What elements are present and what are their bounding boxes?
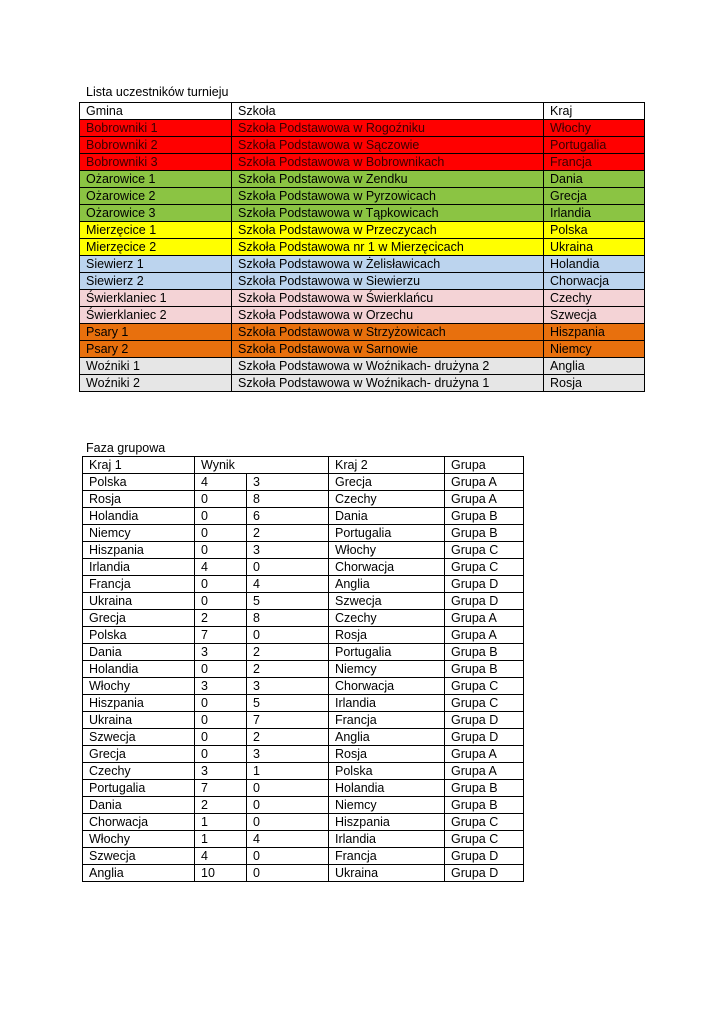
match-score2: 0 — [247, 780, 329, 797]
match-team1: Ukraina — [83, 593, 195, 610]
participant-gmina: Ożarowice 3 — [80, 205, 232, 222]
match-row — [83, 712, 524, 729]
participant-row — [80, 307, 645, 324]
participants-header-row — [80, 103, 645, 120]
match-score2: 2 — [247, 525, 329, 542]
match-row — [83, 814, 524, 831]
participant-row — [80, 324, 645, 341]
match-row — [83, 525, 524, 542]
match-row — [83, 763, 524, 780]
header-wynik: Wynik — [195, 457, 329, 474]
match-row — [83, 695, 524, 712]
match-score2: 3 — [247, 474, 329, 491]
match-score2: 3 — [247, 746, 329, 763]
participant-szkola: Szkoła Podstawowa w Żelisławicach — [232, 256, 544, 273]
participant-kraj: Irlandia — [544, 205, 645, 222]
participant-szkola: Szkoła Podstawowa w Sączowie — [232, 137, 544, 154]
match-team2: Hiszpania — [329, 814, 445, 831]
participant-kraj: Rosja — [544, 375, 645, 392]
match-group: Grupa A — [445, 474, 524, 491]
match-team2: Francja — [329, 712, 445, 729]
match-team1: Rosja — [83, 491, 195, 508]
match-score1: 1 — [195, 831, 247, 848]
header-gmina: Gmina — [80, 103, 232, 120]
match-team1: Anglia — [83, 865, 195, 882]
match-score2: 2 — [247, 661, 329, 678]
match-score2: 0 — [247, 627, 329, 644]
match-row — [83, 797, 524, 814]
match-team2: Czechy — [329, 610, 445, 627]
match-score1: 0 — [195, 576, 247, 593]
match-score2: 2 — [247, 729, 329, 746]
match-group: Grupa B — [445, 644, 524, 661]
match-row — [83, 729, 524, 746]
participant-kraj: Hiszpania — [544, 324, 645, 341]
participant-row — [80, 358, 645, 375]
match-row — [83, 610, 524, 627]
match-team1: Dania — [83, 644, 195, 661]
match-score1: 7 — [195, 780, 247, 797]
match-group: Grupa D — [445, 848, 524, 865]
match-team1: Grecja — [83, 746, 195, 763]
participant-gmina: Mierzęcice 1 — [80, 222, 232, 239]
participant-gmina: Siewierz 2 — [80, 273, 232, 290]
participant-gmina: Psary 2 — [80, 341, 232, 358]
match-team2: Szwecja — [329, 593, 445, 610]
match-group: Grupa D — [445, 865, 524, 882]
match-row — [83, 593, 524, 610]
match-team2: Francja — [329, 848, 445, 865]
match-team2: Grecja — [329, 474, 445, 491]
participant-szkola: Szkoła Podstawowa w Zendku — [232, 171, 544, 188]
match-team2: Rosja — [329, 627, 445, 644]
match-score2: 0 — [247, 814, 329, 831]
header-grupa: Grupa — [445, 457, 524, 474]
participant-row — [80, 290, 645, 307]
participant-kraj: Chorwacja — [544, 273, 645, 290]
match-row — [83, 746, 524, 763]
match-team1: Hiszpania — [83, 695, 195, 712]
match-team1: Hiszpania — [83, 542, 195, 559]
match-team1: Holandia — [83, 508, 195, 525]
participant-gmina: Mierzęcice 2 — [80, 239, 232, 256]
participant-gmina: Świerklaniec 2 — [80, 307, 232, 324]
participant-gmina: Ożarowice 2 — [80, 188, 232, 205]
match-score1: 0 — [195, 729, 247, 746]
participant-row — [80, 120, 645, 137]
match-team2: Niemcy — [329, 797, 445, 814]
match-row — [83, 491, 524, 508]
match-team2: Portugalia — [329, 644, 445, 661]
group-stage-caption: Faza grupowa — [86, 441, 166, 455]
match-score1: 3 — [195, 763, 247, 780]
match-row — [83, 644, 524, 661]
participant-kraj: Szwecja — [544, 307, 645, 324]
match-group: Grupa A — [445, 763, 524, 780]
participant-szkola: Szkoła Podstawowa w Tąpkowicach — [232, 205, 544, 222]
participant-gmina: Ożarowice 1 — [80, 171, 232, 188]
match-score1: 0 — [195, 712, 247, 729]
match-team1: Francja — [83, 576, 195, 593]
match-group: Grupa A — [445, 627, 524, 644]
match-score1: 10 — [195, 865, 247, 882]
match-team1: Niemcy — [83, 525, 195, 542]
match-team2: Dania — [329, 508, 445, 525]
match-score1: 0 — [195, 695, 247, 712]
match-score1: 0 — [195, 508, 247, 525]
match-group: Grupa B — [445, 508, 524, 525]
match-team2: Anglia — [329, 729, 445, 746]
match-row — [83, 780, 524, 797]
participant-szkola: Szkoła Podstawowa w Bobrownikach — [232, 154, 544, 171]
match-score2: 0 — [247, 865, 329, 882]
match-team1: Włochy — [83, 831, 195, 848]
participant-szkola: Szkoła Podstawowa nr 1 w Mierzęcicach — [232, 239, 544, 256]
participant-gmina: Woźniki 1 — [80, 358, 232, 375]
participant-gmina: Siewierz 1 — [80, 256, 232, 273]
participant-kraj: Francja — [544, 154, 645, 171]
participant-kraj: Niemcy — [544, 341, 645, 358]
match-team1: Szwecja — [83, 848, 195, 865]
match-team1: Włochy — [83, 678, 195, 695]
header-szkola: Szkoła — [232, 103, 544, 120]
match-score2: 0 — [247, 559, 329, 576]
match-score1: 2 — [195, 610, 247, 627]
participant-szkola: Szkoła Podstawowa w Siewierzu — [232, 273, 544, 290]
match-score2: 3 — [247, 678, 329, 695]
participant-row — [80, 222, 645, 239]
match-row — [83, 576, 524, 593]
match-score2: 5 — [247, 695, 329, 712]
header-kraj: Kraj — [544, 103, 645, 120]
participant-row — [80, 341, 645, 358]
match-score2: 0 — [247, 797, 329, 814]
header-kraj2: Kraj 2 — [329, 457, 445, 474]
participant-gmina: Bobrowniki 3 — [80, 154, 232, 171]
match-group: Grupa B — [445, 661, 524, 678]
match-score1: 4 — [195, 474, 247, 491]
match-row — [83, 627, 524, 644]
match-score2: 0 — [247, 848, 329, 865]
participant-row — [80, 188, 645, 205]
match-team2: Holandia — [329, 780, 445, 797]
match-team1: Portugalia — [83, 780, 195, 797]
participant-kraj: Czechy — [544, 290, 645, 307]
match-group: Grupa C — [445, 695, 524, 712]
match-score2: 6 — [247, 508, 329, 525]
match-team1: Ukraina — [83, 712, 195, 729]
match-team2: Chorwacja — [329, 559, 445, 576]
match-row — [83, 474, 524, 491]
match-group: Grupa B — [445, 525, 524, 542]
participant-row — [80, 205, 645, 222]
match-score1: 1 — [195, 814, 247, 831]
participant-szkola: Szkoła Podstawowa w Pyrzowicach — [232, 188, 544, 205]
match-team1: Szwecja — [83, 729, 195, 746]
match-row — [83, 542, 524, 559]
match-row — [83, 508, 524, 525]
match-score1: 4 — [195, 848, 247, 865]
match-group: Grupa D — [445, 576, 524, 593]
participant-szkola: Szkoła Podstawowa w Strzyżowicach — [232, 324, 544, 341]
match-row — [83, 848, 524, 865]
match-score2: 5 — [247, 593, 329, 610]
group-stage-table — [82, 456, 524, 882]
match-group: Grupa A — [445, 610, 524, 627]
match-team1: Dania — [83, 797, 195, 814]
participant-kraj: Dania — [544, 171, 645, 188]
match-score1: 0 — [195, 593, 247, 610]
match-team1: Holandia — [83, 661, 195, 678]
match-group: Grupa C — [445, 678, 524, 695]
participant-kraj: Portugalia — [544, 137, 645, 154]
participant-gmina: Bobrowniki 2 — [80, 137, 232, 154]
match-team1: Polska — [83, 627, 195, 644]
match-score1: 4 — [195, 559, 247, 576]
participant-gmina: Świerklaniec 1 — [80, 290, 232, 307]
match-team2: Ukraina — [329, 865, 445, 882]
match-team1: Czechy — [83, 763, 195, 780]
participant-kraj: Grecja — [544, 188, 645, 205]
participant-szkola: Szkoła Podstawowa w Sarnowie — [232, 341, 544, 358]
match-score2: 8 — [247, 610, 329, 627]
match-score2: 2 — [247, 644, 329, 661]
match-score1: 0 — [195, 525, 247, 542]
match-team2: Irlandia — [329, 831, 445, 848]
participant-kraj: Anglia — [544, 358, 645, 375]
participants-caption: Lista uczestników turnieju — [86, 85, 229, 99]
participant-row — [80, 239, 645, 256]
participant-gmina: Bobrowniki 1 — [80, 120, 232, 137]
match-score2: 4 — [247, 576, 329, 593]
match-score2: 3 — [247, 542, 329, 559]
match-group: Grupa B — [445, 797, 524, 814]
match-team2: Irlandia — [329, 695, 445, 712]
participant-row — [80, 137, 645, 154]
participant-row — [80, 256, 645, 273]
match-team2: Polska — [329, 763, 445, 780]
participant-row — [80, 375, 645, 392]
match-score2: 7 — [247, 712, 329, 729]
participant-kraj: Polska — [544, 222, 645, 239]
participant-szkola: Szkoła Podstawowa w Rogoźniku — [232, 120, 544, 137]
participant-szkola: Szkoła Podstawowa w Świerklańcu — [232, 290, 544, 307]
participant-szkola: Szkoła Podstawowa w Woźnikach- drużyna 2 — [232, 358, 544, 375]
match-score2: 4 — [247, 831, 329, 848]
participant-kraj: Holandia — [544, 256, 645, 273]
match-team2: Anglia — [329, 576, 445, 593]
match-group: Grupa A — [445, 746, 524, 763]
match-score1: 7 — [195, 627, 247, 644]
match-team2: Niemcy — [329, 661, 445, 678]
match-group: Grupa D — [445, 712, 524, 729]
match-team2: Chorwacja — [329, 678, 445, 695]
match-group: Grupa B — [445, 780, 524, 797]
participant-gmina: Woźniki 2 — [80, 375, 232, 392]
match-score1: 2 — [195, 797, 247, 814]
participant-row — [80, 171, 645, 188]
match-team1: Grecja — [83, 610, 195, 627]
participant-kraj: Włochy — [544, 120, 645, 137]
participant-gmina: Psary 1 — [80, 324, 232, 341]
match-group: Grupa C — [445, 542, 524, 559]
match-team1: Polska — [83, 474, 195, 491]
match-team2: Włochy — [329, 542, 445, 559]
match-score2: 1 — [247, 763, 329, 780]
match-group: Grupa A — [445, 491, 524, 508]
participants-table — [79, 102, 645, 392]
match-row — [83, 831, 524, 848]
participant-kraj: Ukraina — [544, 239, 645, 256]
match-group: Grupa D — [445, 593, 524, 610]
match-team1: Chorwacja — [83, 814, 195, 831]
match-team2: Rosja — [329, 746, 445, 763]
match-score1: 0 — [195, 746, 247, 763]
participant-szkola: Szkoła Podstawowa w Przeczycach — [232, 222, 544, 239]
participant-row — [80, 273, 645, 290]
match-group: Grupa C — [445, 559, 524, 576]
match-row — [83, 661, 524, 678]
match-team1: Irlandia — [83, 559, 195, 576]
match-team2: Czechy — [329, 491, 445, 508]
match-row — [83, 678, 524, 695]
header-kraj1: Kraj 1 — [83, 457, 195, 474]
participant-row — [80, 154, 645, 171]
match-score1: 3 — [195, 678, 247, 695]
match-group: Grupa D — [445, 729, 524, 746]
match-score1: 3 — [195, 644, 247, 661]
participant-szkola: Szkoła Podstawowa w Orzechu — [232, 307, 544, 324]
match-score1: 0 — [195, 542, 247, 559]
group-stage-header-row — [83, 457, 524, 474]
match-score1: 0 — [195, 661, 247, 678]
match-row — [83, 559, 524, 576]
match-score1: 0 — [195, 491, 247, 508]
match-score2: 8 — [247, 491, 329, 508]
match-group: Grupa C — [445, 814, 524, 831]
match-group: Grupa C — [445, 831, 524, 848]
match-team2: Portugalia — [329, 525, 445, 542]
participant-szkola: Szkoła Podstawowa w Woźnikach- drużyna 1 — [232, 375, 544, 392]
match-row — [83, 865, 524, 882]
